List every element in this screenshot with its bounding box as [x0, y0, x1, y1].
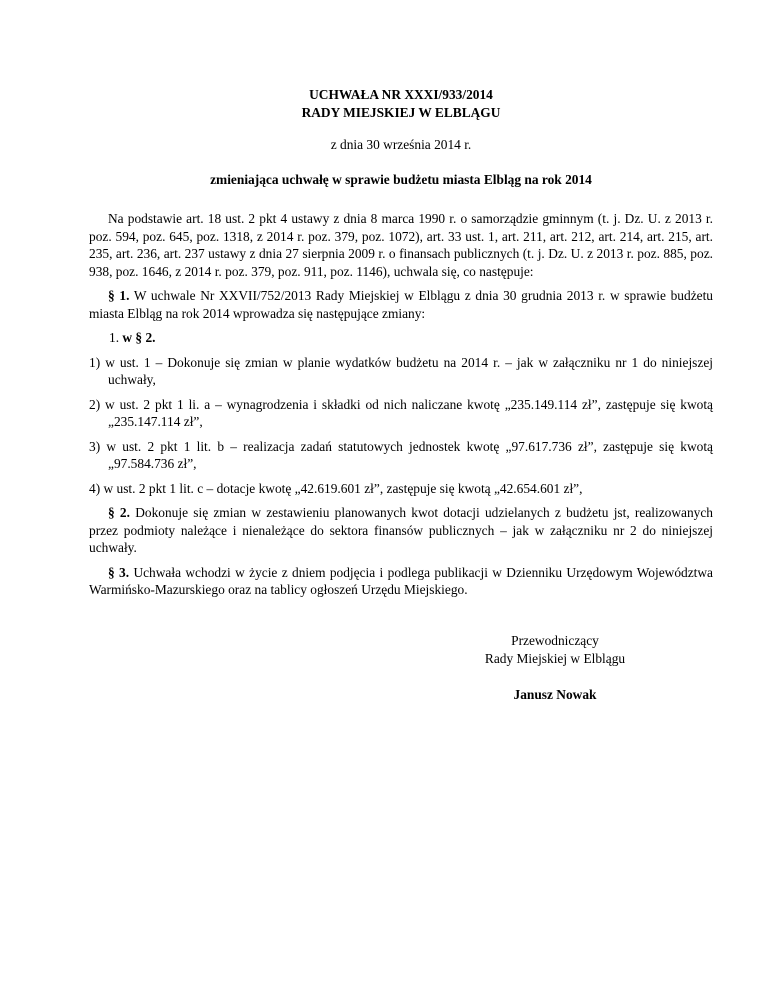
document-title [89, 86, 713, 121]
section-3-text: Uchwała wchodzi w życie z dniem podjęcia i podlega publikacji w Dzienniku Urzędowym Województwa Warmińsko-Mazurskiego oraz na tablicy ogłoszeń Urzędu Miejskiego. [89, 564, 713, 597]
section-1 [89, 287, 713, 322]
signature-block [455, 632, 655, 704]
signature-role-line-2: Rady Miejskiej w Elblągu [484, 651, 626, 666]
section-3 [89, 564, 713, 599]
document-subject: zmieniająca uchwałę w sprawie budżetu miasta Elbląg na rok 2014 [210, 171, 592, 187]
point-1-label: w § 2. [122, 330, 156, 345]
section-1-label: § 1. [108, 288, 130, 303]
list-item: 4) w ust. 2 pkt 1 lit. c – dotacje kwotę „42.619.601 zł”, zastępuje się kwotą „42.654.601 zł”, [89, 480, 583, 496]
section-2 [89, 504, 713, 557]
list-item: 3) w ust. 2 pkt 1 lit. b – realizacja zadań statutowych jednostek kwotę „97.617.736 zł”, zastępuje się kwotą „97.584.736 zł”, [89, 438, 713, 471]
list-item: 1) w ust. 1 – Dokonuje się zmian w planie wydatków budżetu na 2014 r. – jak w załączniku nr 1 do niniejszej uchwały, [89, 354, 713, 387]
section-2-label: § 2. [108, 505, 130, 520]
section-1-text: W uchwale Nr XXVII/752/2013 Rady Miejskiej w Elblągu z dnia 30 grudnia 2013 r. w sprawie budżetu miasta Elbląg na rok 2014 wprowadza się następujące zmiany: [89, 288, 713, 321]
section-2-text: Dokonuje się zmian w zestawieniu planowanych kwot dotacji udzielanych z budżetu jst, realizowanych przez podmioty należące i nienależące do sektora finansów publicznych – jak w załączniku nr 2 do niniejszej uchwały. [89, 505, 713, 555]
point-1-number: 1. [109, 330, 123, 345]
document-body [89, 80, 713, 599]
signature-role-line-1: Przewodniczący [511, 633, 599, 648]
section-3-label: § 3. [108, 564, 130, 580]
list-item: 2) w ust. 2 pkt 1 li. a – wynagrodzenia i składki od nich naliczane kwotę „235.149.114 zł”, zastępuje się kwotą „235.147.114 zł”, [89, 396, 713, 429]
document-date: z dnia 30 września 2014 r. [330, 137, 472, 152]
title-line-2: RADY MIEJSKIEJ W ELBLĄGU [301, 104, 501, 120]
legal-basis-paragraph: Na podstawie art. 18 ust. 2 pkt 4 ustawy z dnia 8 marca 1990 r. o samorządzie gminnym (t. j. Dz. U. z 2013 r. poz. 594, poz. 645, poz. 1318, z 2014 r. poz. 379, poz. 1072), art. 33 ust. 1, art. 211, art. 212, art. 214, art. 215, art. 235, art. 236, art. 237 ustawy z dnia 27 sierpnia 2009 r. o finansach publicznych (t. j. Dz. U. z 2013 r. poz. 885, poz. 938, poz. 1646, z 2014 r. poz. 379, poz. 911, poz. 1146), uchwala się, co następuje: [89, 211, 713, 279]
signature-name: Janusz Nowak [513, 687, 597, 702]
title-line-1: UCHWAŁA NR XXXI/933/2014 [309, 87, 493, 102]
point-1 [89, 329, 713, 347]
